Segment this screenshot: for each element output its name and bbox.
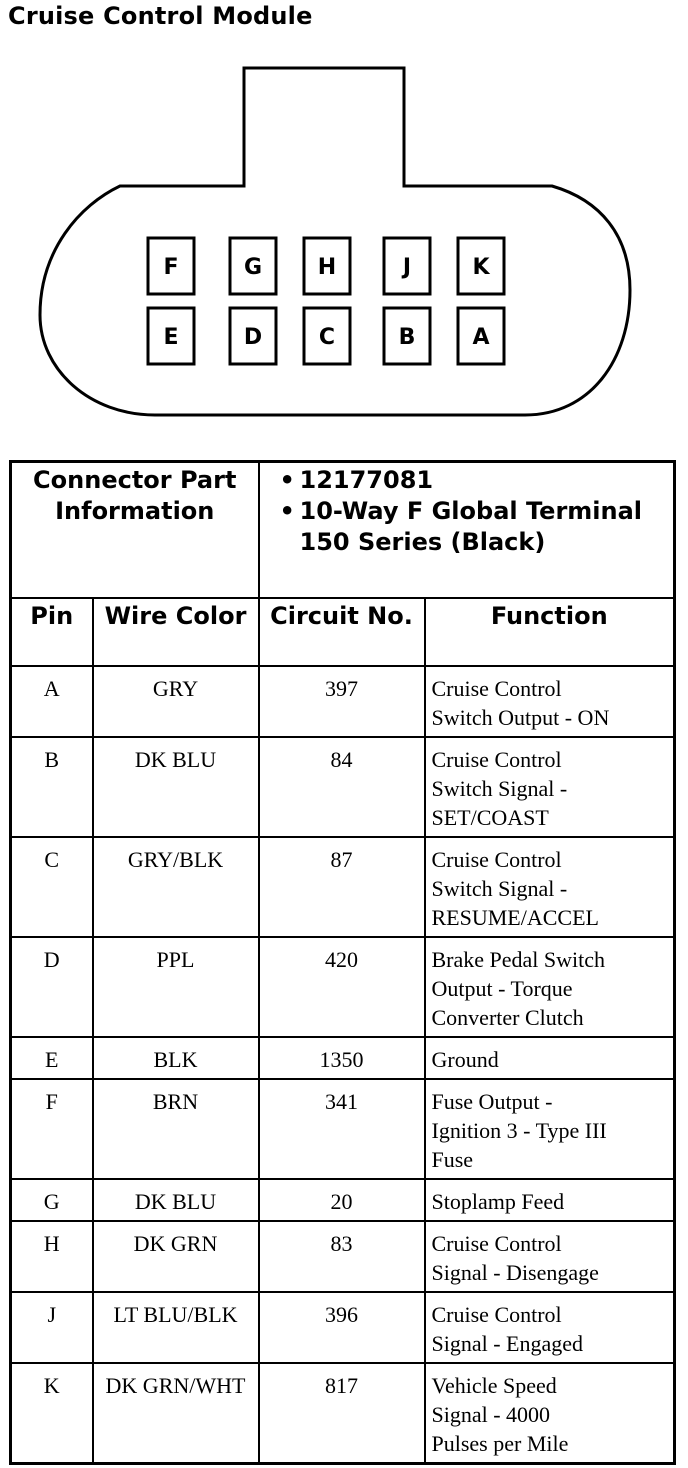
wire-color-cell: BLK <box>93 1037 259 1079</box>
wire-color-cell: DK GRN <box>93 1221 259 1292</box>
page-title: Cruise Control Module <box>8 2 313 30</box>
table-row <box>11 1179 675 1221</box>
pin-label-d: D <box>243 325 263 350</box>
wire-color-cell: LT BLU/BLK <box>93 1292 259 1363</box>
function-line: Output - Torque <box>431 976 573 1001</box>
wire-color-cell: DK GRN/WHT <box>93 1363 259 1464</box>
function-line: Cruise Control <box>431 1231 562 1256</box>
function-line: Signal - Engaged <box>431 1331 584 1356</box>
function-cell <box>425 1179 675 1221</box>
function-line: Brake Pedal Switch <box>431 947 606 972</box>
function-line: Signal - 4000 <box>431 1402 551 1427</box>
table-row <box>11 837 675 937</box>
pin-cell: D <box>11 937 93 1037</box>
function-line: Cruise Control <box>431 676 562 701</box>
function-cell <box>425 737 675 837</box>
function-line: Converter Clutch <box>431 1005 584 1030</box>
function-line: Signal - Disengage <box>431 1260 599 1285</box>
function-line: Fuse <box>431 1147 474 1172</box>
wire-color-cell: DK BLU <box>93 737 259 837</box>
pin-cell: E <box>11 1037 93 1079</box>
table-row <box>11 666 675 737</box>
function-cell <box>425 937 675 1037</box>
function-line: Switch Output - ON <box>431 705 610 730</box>
pin-cell: K <box>11 1363 93 1464</box>
circuit-cell: 83 <box>259 1221 425 1292</box>
table-row <box>11 937 675 1037</box>
connector-diagram <box>0 60 688 430</box>
pin-label-e: E <box>163 325 179 350</box>
header-function: Function <box>425 598 675 666</box>
function-line: SET/COAST <box>431 805 549 830</box>
circuit-cell: 20 <box>259 1179 425 1221</box>
wire-color-cell: GRY/BLK <box>93 837 259 937</box>
header-wire-color: Wire Color <box>93 598 259 666</box>
circuit-cell: 817 <box>259 1363 425 1464</box>
connector-part-number: • 12177081 <box>300 465 674 496</box>
circuit-cell: 420 <box>259 937 425 1037</box>
pin-label-g: G <box>243 255 263 280</box>
function-cell <box>425 1363 675 1464</box>
pinout-table <box>9 460 676 1465</box>
function-line: Cruise Control <box>431 847 562 872</box>
pin-cell: B <box>11 737 93 837</box>
table-row <box>11 1079 675 1179</box>
pin-label-k: K <box>472 255 490 280</box>
connector-info-row <box>11 462 675 599</box>
pin-label-b: B <box>398 325 416 350</box>
function-line: Fuse Output - <box>431 1089 553 1114</box>
connector-info-values <box>259 462 675 599</box>
table-row <box>11 1292 675 1363</box>
circuit-cell: 396 <box>259 1292 425 1363</box>
wire-color-cell: GRY <box>93 666 259 737</box>
pin-label-c: C <box>318 325 336 350</box>
circuit-cell: 87 <box>259 837 425 937</box>
header-pin: Pin <box>11 598 93 666</box>
pin-cell: C <box>11 837 93 937</box>
function-line: Pulses per Mile <box>431 1431 569 1456</box>
function-line: RESUME/ACCEL <box>431 905 599 930</box>
table-header-row <box>11 598 675 666</box>
function-cell <box>425 1037 675 1079</box>
wire-color-cell: PPL <box>93 937 259 1037</box>
pin-cell: G <box>11 1179 93 1221</box>
connector-description: • 10-Way F Global Terminal 150 Series (Black) <box>300 496 674 558</box>
pin-row-top <box>148 238 504 294</box>
table-row <box>11 1363 675 1464</box>
pin-row-bottom <box>148 308 504 364</box>
pin-label-j: J <box>402 255 412 280</box>
circuit-cell: 1350 <box>259 1037 425 1079</box>
function-line: Cruise Control <box>431 747 562 772</box>
function-line: Ground <box>431 1047 499 1072</box>
header-circuit-no: Circuit No. <box>259 598 425 666</box>
pin-cell: H <box>11 1221 93 1292</box>
function-cell <box>425 1079 675 1179</box>
function-line: Stoplamp Feed <box>431 1189 565 1214</box>
function-cell <box>425 837 675 937</box>
table-row <box>11 1221 675 1292</box>
table-row <box>11 737 675 837</box>
pin-label-f: F <box>163 255 179 280</box>
function-line: Switch Signal - <box>431 776 568 801</box>
wire-color-cell: BRN <box>93 1079 259 1179</box>
function-cell <box>425 1292 675 1363</box>
connector-info-label: Connector Part Information <box>11 462 259 599</box>
circuit-cell: 84 <box>259 737 425 837</box>
wire-color-cell: DK BLU <box>93 1179 259 1221</box>
pin-label-a: A <box>472 325 490 350</box>
function-cell <box>425 1221 675 1292</box>
table-row <box>11 1037 675 1079</box>
function-cell <box>425 666 675 737</box>
pin-cell: F <box>11 1079 93 1179</box>
function-line: Ignition 3 - Type III <box>431 1118 607 1143</box>
function-line: Cruise Control <box>431 1302 562 1327</box>
function-line: Vehicle Speed <box>431 1373 557 1398</box>
pin-cell: A <box>11 666 93 737</box>
function-line: Switch Signal - <box>431 876 568 901</box>
circuit-cell: 397 <box>259 666 425 737</box>
pin-label-h: H <box>317 255 337 280</box>
circuit-cell: 341 <box>259 1079 425 1179</box>
pin-cell: J <box>11 1292 93 1363</box>
